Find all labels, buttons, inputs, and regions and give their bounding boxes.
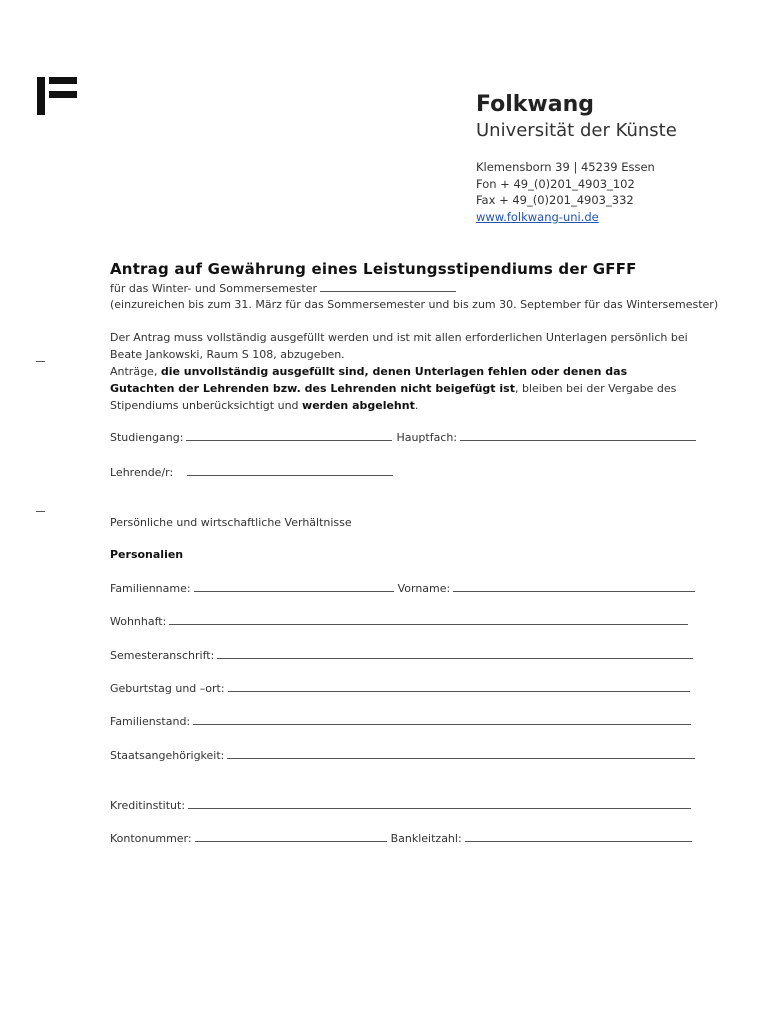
warning-line-1	[110, 365, 627, 378]
name-row	[110, 582, 695, 595]
geburtstag-input-line[interactable]	[228, 691, 690, 692]
semester-label: für das Winter- und Sommersemester	[110, 282, 318, 295]
familienname-label: Familienname:	[110, 582, 191, 595]
familienstand-label: Familienstand:	[110, 715, 191, 728]
warning-end: .	[414, 399, 419, 412]
deadline-note: (einzureichen bis zum 31. März für das Sommersemester und bis zum 30. September für das Wintersemester)	[110, 298, 719, 311]
semesteranschrift-input-line[interactable]	[217, 658, 693, 659]
staatsangehoerigkeit-row	[110, 749, 695, 762]
kreditinstitut-row	[110, 799, 691, 812]
wohnhaft-input-line[interactable]	[169, 624, 688, 625]
personalien-heading: Personalien	[110, 548, 184, 561]
geburtstag-label: Geburtstag und –ort:	[110, 682, 225, 695]
konto-row	[110, 832, 692, 845]
wohnhaft-row	[110, 615, 688, 628]
vorname-label: Vorname:	[397, 582, 451, 595]
semesteranschrift-row	[110, 649, 693, 662]
website-row	[476, 210, 599, 224]
kontonummer-input-line[interactable]	[195, 841, 387, 842]
kreditinstitut-input-line[interactable]	[188, 808, 691, 809]
kreditinstitut-label: Kreditinstitut:	[110, 799, 186, 812]
warning-bold-2: Gutachten der Lehrenden bzw. des Lehrenden nicht beigefügt ist	[110, 382, 515, 395]
warning-prefix: Anträge,	[110, 365, 158, 378]
fax: Fax + 49_(0)201_4903_332	[476, 193, 634, 207]
hauptfach-input-line[interactable]	[460, 440, 696, 441]
brand-subtitle: Universität der Künste	[476, 120, 677, 141]
hauptfach-label: Hauptfach:	[396, 431, 458, 444]
lehrende-row	[110, 466, 393, 479]
lehrende-label: Lehrende/r:	[110, 466, 174, 479]
semester-row	[110, 282, 456, 295]
warning-mid: , bleiben bei der Vergabe des	[514, 382, 677, 395]
familienstand-input-line[interactable]	[193, 724, 691, 725]
warning-bold-3: werden abgelehnt	[302, 399, 415, 412]
phone: Fon + 49_(0)201_4903_102	[476, 177, 635, 191]
folkwang-logo-icon	[37, 77, 77, 115]
semesteranschrift-label: Semesteranschrift:	[110, 649, 215, 662]
section-heading: Persönliche und wirtschaftliche Verhältnisse	[110, 516, 352, 529]
address: Klemensborn 39 | 45239 Essen	[476, 160, 655, 174]
warning-line-2	[110, 382, 676, 395]
studiengang-row	[110, 431, 696, 444]
staatsangehoerigkeit-label: Staatsangehörigkeit:	[110, 749, 225, 762]
familienname-input-line[interactable]	[194, 591, 394, 592]
semester-input-line[interactable]	[320, 291, 456, 292]
instructions-line-2: Beate Jankowski, Raum S 108, abzugeben.	[110, 348, 345, 361]
kontonummer-label: Kontonummer:	[110, 832, 192, 845]
studiengang-label: Studiengang:	[110, 431, 184, 444]
warning-line-3	[110, 399, 418, 412]
warning-bold-1: die unvollständig ausgefüllt sind, denen Unterlagen fehlen oder denen das	[160, 365, 628, 378]
wohnhaft-label: Wohnhaft:	[110, 615, 167, 628]
website-link[interactable]: www.folkwang-uni.de	[476, 210, 599, 224]
familienstand-row	[110, 715, 691, 728]
vorname-input-line[interactable]	[453, 591, 695, 592]
bankleitzahl-label: Bankleitzahl:	[390, 832, 462, 845]
brand-name: Folkwang	[476, 92, 595, 117]
bankleitzahl-input-line[interactable]	[465, 841, 692, 842]
instructions-line-1: Der Antrag muss vollständig ausgefüllt werden und ist mit allen erforderlichen Unterlagen persönlich bei	[110, 331, 688, 344]
lehrende-input-line[interactable]	[187, 475, 393, 476]
document-title: Antrag auf Gewährung eines Leistungsstipendiums der GFFF	[110, 260, 637, 278]
staatsangehoerigkeit-input-line[interactable]	[227, 758, 695, 759]
studiengang-input-line[interactable]	[186, 440, 392, 441]
fold-mark-middle	[36, 511, 45, 512]
fold-mark-top	[36, 361, 45, 362]
geburtstag-row	[110, 682, 690, 695]
warning-line3-prefix: Stipendiums unberücksichtigt und	[110, 399, 299, 412]
